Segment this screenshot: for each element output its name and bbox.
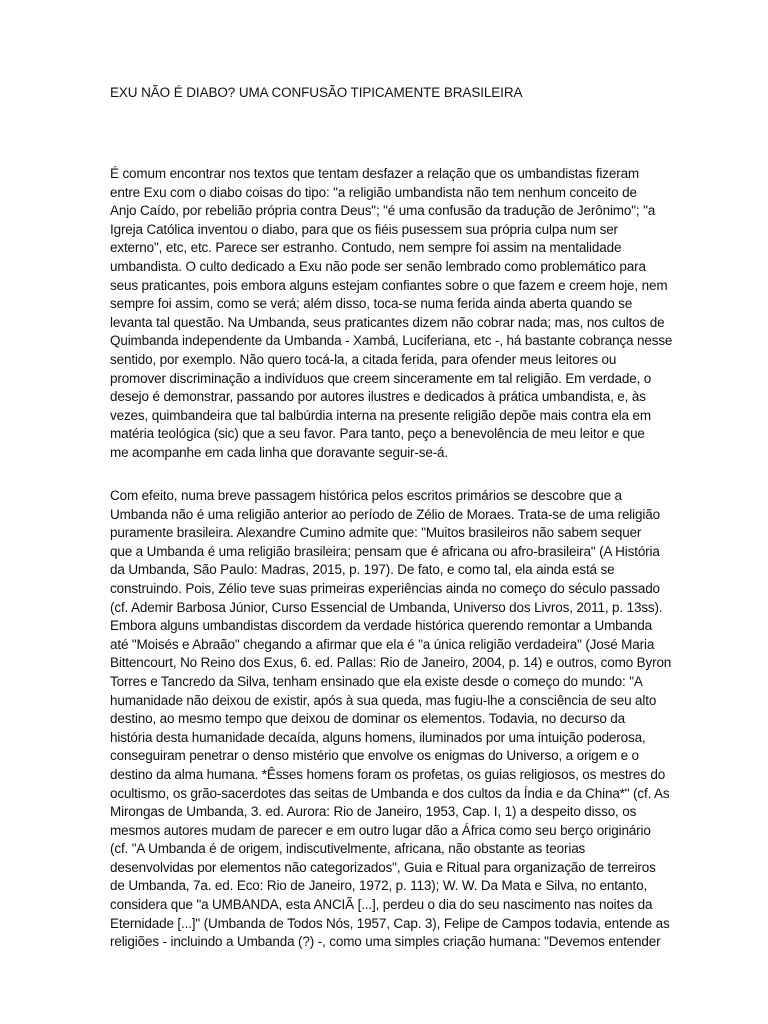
text-line: umbandista. O culto dedicado a Exu não pode ser senão lembrado como problemático para bbox=[110, 258, 646, 274]
text-line: da Umbanda, São Paulo: Madras, 2015, p. 197). De fato, e como tal, ela ainda está se bbox=[110, 562, 615, 578]
text-line: desejo é demonstrar, passando por autores ilustres e dedicados à prática umbandista, e, às bbox=[110, 389, 646, 405]
text-line: Anjo Caído, por rebelião própria contra Deus"; "é uma confusão da tradução de Jerônimo"; "a bbox=[110, 203, 656, 219]
text-line: É comum encontrar nos textos que tentam desfazer a relação que os umbandistas fizeram bbox=[110, 166, 640, 181]
text-line: considera que "a UMBANDA, esta ANCIÃ [...], perdeu o dia do seu nascimento nas noites da bbox=[110, 897, 653, 913]
text-line: sentido, por exemplo. Não quero tocá-la, a citada ferida, para ofender meus leitores ou bbox=[110, 351, 617, 367]
text-line: destino, ao mesmo tempo que deixou de dominar os elementos. Todavia, no decurso da bbox=[110, 711, 626, 727]
text-line: vezes, quimbandeira que tal balbúrdia interna na presente religião depõe mais contra ela em bbox=[110, 407, 651, 423]
text-line: sempre foi assim, como se verá; além disso, toca-se numa ferida ainda aberta quando se bbox=[110, 296, 633, 312]
text-line: Embora alguns umbandistas discordem da verdade histórica querendo remontar a Umbanda bbox=[110, 618, 652, 634]
text-line: Eternidade [...]" (Umbanda de Todos Nós, 1957, Cap. 3), Felipe de Campos todavia, entende as bbox=[110, 915, 670, 931]
text-line: destino da alma humana. *Êsses homens foram os profetas, os guias religiosos, os mestres do bbox=[110, 766, 666, 782]
text-line: construindo. Pois, Zélio teve suas primeiras experiências ainda no começo do século passado bbox=[110, 580, 660, 596]
text-line: Umbanda não é uma religião anterior ao período de Zélio de Moraes. Trata-se de uma religião bbox=[110, 506, 660, 522]
text-line: até "Moisés e Abraão" chegando a afirmar que ela é "a única religião verdadeira" (José Maria bbox=[110, 636, 655, 652]
text-line: promover discriminação a indivíduos que creem sinceramente em tal religião. Em verdade, o bbox=[110, 370, 652, 386]
paragraph-1 bbox=[110, 165, 673, 463]
text-line: de Umbanda, 7a. ed. Eco: Rio de Janeiro, 1972, p. 113); W. W. Da Mata e Silva, no entanto, bbox=[110, 878, 648, 894]
text-line: que a Umbanda é uma religião brasileira; pensam que é africana ou afro-brasileira" (A História bbox=[110, 543, 660, 559]
text-line: Quimbanda independente da Umbanda - Xambá, Luciferiana, etc -, há bastante cobrança nesse bbox=[110, 333, 673, 349]
text-line: religiões - incluindo a Umbanda (?) -, como uma simples criação humana: "Devemos entender bbox=[110, 934, 661, 950]
text-line: seus praticantes, pois embora alguns estejam confiantes sobre o que fazem e creem hoje, nem bbox=[110, 277, 668, 293]
text-line: puramente brasileira. Alexandre Cumino admite que: "Muitos brasileiros não sabem sequer bbox=[110, 525, 642, 541]
text-line: externo", etc, etc. Parece ser estranho. Contudo, nem sempre foi assim na mentalidade bbox=[110, 240, 622, 256]
text-line: matéria teológica (sic) que a seu favor. Para tanto, peço a benevolência de meu leitor e que bbox=[110, 426, 645, 442]
text-line: conseguiram penetrar o denso mistério que envolve os enigmas do Universo, a origem e o bbox=[110, 748, 639, 764]
text-line: Com efeito, numa breve passagem histórica pelos escritos primários se descobre que a bbox=[110, 488, 622, 503]
text-line: (cf. "A Umbanda é de origem, indiscutivelmente, africana, não obstante as teorias bbox=[110, 841, 586, 857]
text-line: história desta humanidade decaída, alguns homens, iluminados por uma intuição poderosa, bbox=[110, 729, 646, 745]
text-line: levanta tal questão. Na Umbanda, seus praticantes dizem não cobrar nada; mas, nos cultos de bbox=[110, 314, 665, 330]
text-line: mesmos autores mudam de parecer e em outro lugar dão a África como seu berço originário bbox=[110, 822, 651, 838]
document-title: EXU NÃO É DIABO? UMA CONFUSÃO TIPICAMENTE BRASILEIRA bbox=[110, 85, 523, 100]
text-line: Bittencourt, No Reino dos Exus, 6. ed. Pallas: Rio de Janeiro, 2004, p. 14) e outros, como Byron bbox=[110, 655, 672, 671]
text-line: (cf. Ademir Barbosa Júnior, Curso Essencial de Umbanda, Universo dos Livros, 2011, p. 13ss). bbox=[110, 599, 663, 615]
text-line: me acompanhe em cada linha que doravante seguir-se-á. bbox=[110, 444, 449, 460]
text-line: desenvolvidas por elementos não categorizados", Guia e Ritual para organização de terreiros bbox=[110, 859, 656, 875]
text-line: Igreja Católica inventou o diabo, para que os fiéis pusessem sua própria culpa num ser bbox=[110, 221, 618, 237]
text-line: Mirongas de Umbanda, 3. ed. Aurora: Rio de Janeiro, 1953, Cap. I, 1) a despeito disso, os bbox=[110, 804, 637, 820]
text-line: ocultismo, os grão-sacerdotes das seitas de Umbanda e dos cultos da Índia e da China*" (cf. As bbox=[110, 785, 670, 801]
text-line: Torres e Tancredo da Silva, tenham ensinado que ela existe desde o começo do mundo: "A bbox=[110, 673, 643, 689]
text-line: entre Exu com o diabo coisas do tipo: "a religião umbandista não tem nenhum conceito de bbox=[110, 184, 637, 200]
paragraph-2 bbox=[110, 487, 670, 952]
text-line: humanidade não deixou de existir, após à sua queda, mas fugiu-lhe a consciência de seu alto bbox=[110, 692, 657, 708]
